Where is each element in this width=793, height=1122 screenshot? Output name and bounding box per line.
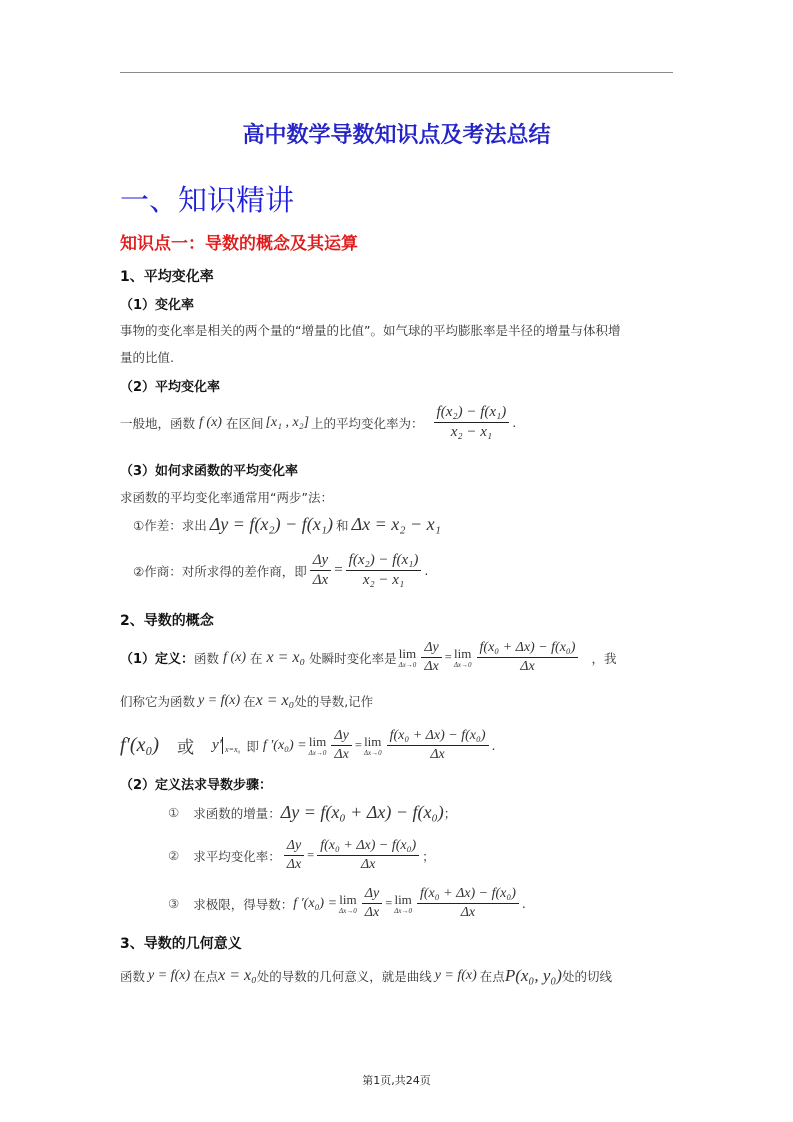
knowledge-point-heading: 知识点一：导数的概念及其运算 (120, 234, 358, 254)
section-heading: 一、知识精讲 (120, 183, 295, 217)
s2-definition-line: （1）定义： 函数 f (x) 在 x = x₀ 处瞬时变化率是 lim Δx→0 $\frac{\Delta y}{\Delta x}$ = lim Δx→0 $\frac{\text{f(x₀ + Δx) − f(x₀)}}{\Delta x}$ ，我 (120, 640, 617, 674)
math-interval: [x₁ , x₂] (265, 414, 310, 430)
s1-sub2-formula-line: 一般地，函数 f (x) 在区间 [x₁ , x₂] 上的平均变化率为： $\frac{\text{f(x₂) − f(x₁)}}{\text{x₂ − x₁}}$ . (120, 404, 517, 440)
s2-definition-line2: 们称它为函数 y = f(x) 在 x = x₀ 处的导数,记作 (120, 692, 374, 709)
s1-sub2-heading: （2）平均变化率 (120, 380, 221, 395)
s1-sub3-text: 求函数的平均变化率通常用“两步”法： (120, 490, 333, 505)
s1-step2: ②作商：对所求得的差作商，即 $\frac{\Delta y}{\Delta x}$ = $\frac{\text{f(x₂) − f(x₁)}}{\text{x₂ − x₁}}$ . (133, 552, 429, 588)
s2-step1: ① 求函数的增量： Δy = f(x₀ + Δx) − f(x₀) ； (168, 802, 457, 822)
s1-sub3-heading: （3）如何求函数的平均变化率 (120, 464, 299, 479)
s2-steps-heading: （2）定义法求导数步骤： (120, 778, 273, 793)
s2-step3: ③ 求极限，得导数： f ′(x₀) = lim Δx→0 $\frac{\Delta y}{\Delta x}$ = lim Δx→0 $\frac{\text{f(x₀ + Δx) − f(x₀)}}{\Delta x}$ . (168, 886, 526, 920)
s2-heading: 2、导数的概念 (120, 613, 214, 629)
text: 在区间 (225, 415, 264, 431)
avg-rate-fraction: $\frac{\text{f(x₂) − f(x₁)}}{\text{x₂ − x₁}}$ (434, 404, 510, 441)
s2-step2: ② 求平均变化率： $\frac{\Delta y}{\Delta x}$ = $\frac{\text{f(x₀ + Δx) − f(x₀)}}{\Delta x}$ ； (168, 838, 435, 872)
s1-step1: ①作差：求出 Δy = f(x₂) − f(x₁) 和 Δx = x₂ − x₁ (133, 514, 441, 534)
math-fx: f (x) (199, 414, 222, 430)
header-rule (120, 72, 673, 73)
document-title: 高中数学导数知识点及考法总结 (242, 123, 551, 148)
s2-notation-line: f′(x₀) 或 y′ x=x₀ 即 f ′(x₀) = lim Δx→0 $\frac{\Delta y}{\Delta x}$ = lim Δx→0 $\frac{\text{f(x₀ + Δx) − f(x₀)}}{\Delta x}$ . (120, 728, 496, 762)
s1-heading: 1、平均变化率 (120, 269, 214, 285)
text: 上的平均变化率为： (311, 415, 424, 431)
page-footer: 第1页,共24页 (362, 1074, 431, 1087)
s1-sub1-text-line1: 事物的变化率是相关的两个量的“增量的比值”。如气球的平均膨胀率是半径的增量与体积增 (120, 323, 621, 338)
s3-heading: 3、导数的几何意义 (120, 936, 242, 952)
text: 一般地，函数 (120, 415, 196, 431)
s1-sub1-heading: （1）变化率 (120, 298, 195, 313)
s3-text-line: 函数 y = f(x) 在点 x = x₀ 处的导数的几何意义，就是曲线 y = f(x) 在点 P(x₀, y₀) 处的切线 (120, 966, 612, 985)
s1-sub1-text-line2: 量的比值. (120, 350, 174, 365)
